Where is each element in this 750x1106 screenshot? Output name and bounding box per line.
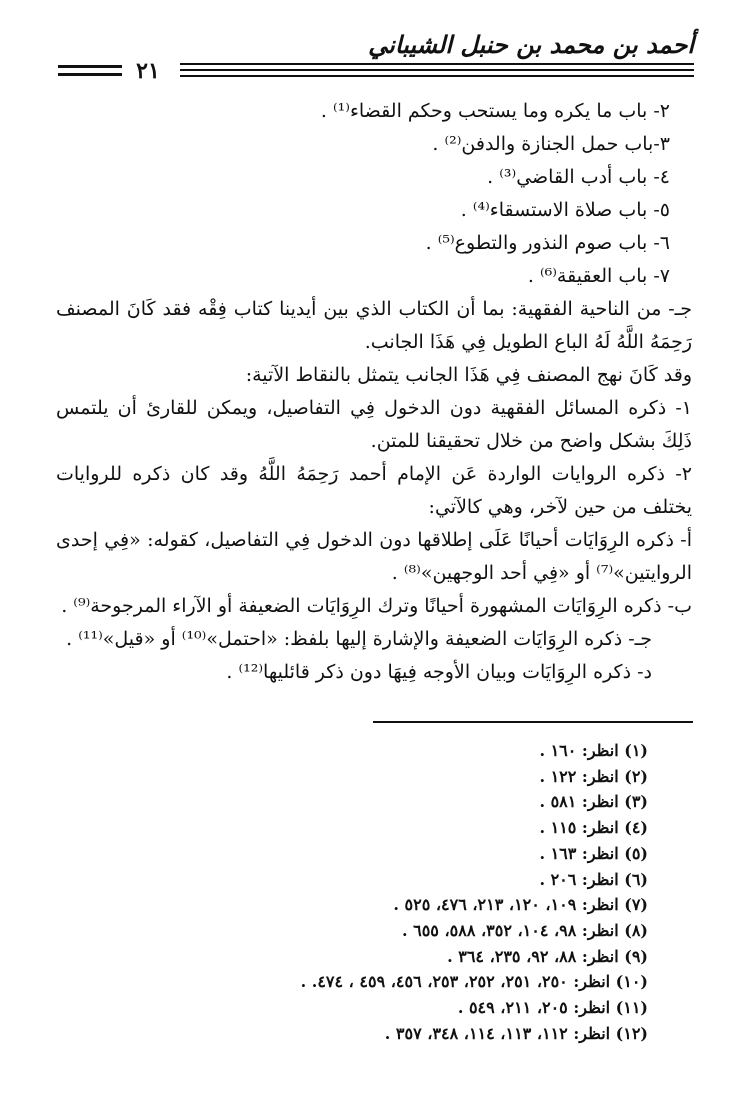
body-line: ٥- باب صلاة الاستسقاء⁽⁴⁾ . <box>460 199 670 221</box>
footnote: (١٠) انظر: ٢٥٠، ٢٥١، ٢٥٢، ٢٥٣، ٤٥٦، ٤٥٩ ، ٤٧٤. . <box>300 972 648 992</box>
body-line: ٧- باب العقيقة⁽⁶⁾ . <box>527 265 670 287</box>
footnote: (١١) انظر: ٢٠٥، ٢١١، ٥٤٩ . <box>457 998 648 1018</box>
header-rule <box>180 75 694 77</box>
footnote: (٢) انظر: ١٢٢ . <box>539 766 648 786</box>
footnote: (٦) انظر: ٢٠٦ . <box>539 869 648 889</box>
body-paragraph: ب- ذكره الرِوَايَات المشهورة أحيانًا وترك الرِوَايَات الضعيفة أو الآراء المرجوحة⁽⁹⁾ . <box>61 595 692 617</box>
footnotes <box>48 738 648 1046</box>
footnote-divider <box>373 721 693 723</box>
header-rule <box>180 63 694 65</box>
footnote: (٥) انظر: ١٦٣ . <box>539 843 648 863</box>
footnote: (٣) انظر: ٥٨١ . <box>539 792 648 812</box>
footnote: (٧) انظر: ١٠٩، ١٢٠، ٢١٣، ٤٧٦، ٥٢٥ . <box>393 895 648 915</box>
body-line: ٦- باب صوم النذور والتطوع⁽⁵⁾ . <box>425 232 670 254</box>
body-paragraph: أ- ذكره الرِوَايَات أحيانًا عَلَى إطلاقها دون الدخول فِي التفاصيل، كقوله: «فِي إحدى الروايتين»⁽⁷⁾ أو «فِي أحد الوجهين»⁽⁸⁾ . <box>56 529 692 584</box>
header-rule-left <box>58 65 122 68</box>
header-rule <box>180 69 694 71</box>
header-rule-left <box>58 73 122 76</box>
body-paragraph: جـ- من الناحية الفقهية: بما أن الكتاب الذي بين أيدينا كتاب فِقْه فقد كَانَ المصنف رَحِمَهُ اللَّهُ لَهُ الباع الطويل فِي هَذَا الجانب. <box>56 298 692 353</box>
page-title: أحمد بن محمد بن حنبل الشيباني <box>368 30 694 59</box>
body-line: ٤- باب أدب القاضي⁽³⁾ . <box>487 166 670 188</box>
footnote: (٩) انظر: ٨٨، ٩٢، ٢٣٥، ٣٦٤ . <box>447 946 648 966</box>
body-line: ٢- باب ما يكره وما يستحب وحكم القضاء⁽¹⁾ . <box>320 100 670 122</box>
body-line: ٣-باب حمل الجنازة والدفن⁽²⁾ . <box>432 133 670 155</box>
body-paragraph: وقد كَانَ نهج المصنف فِي هَذَا الجانب يتمثل بالنقاط الآتية: <box>245 364 692 386</box>
footnote: (٨) انظر: ٩٨، ١٠٤، ٣٥٢، ٥٨٨، ٦٥٥ . <box>401 920 648 940</box>
footnote: (١) انظر: ١٦٠ . <box>539 741 648 760</box>
body-paragraph: ١- ذكره المسائل الفقهية دون الدخول فِي التفاصيل، ويمكن للقارئ أن يلتمس ذَلِكَ بشكل واضح من خلال تحقيقنا للمتن. <box>56 397 692 452</box>
footnote: (١٢) انظر: ١١٢، ١١٣، ١١٤، ٣٤٨، ٣٥٧ . <box>384 1023 648 1043</box>
body-paragraph: د- ذكره الرِوَايَات وبيان الأوجه فِيهَا دون ذكر قائليها⁽¹²⁾ . <box>226 661 652 683</box>
body-paragraph: جـ- ذكره الرِوَايَات الضعيفة والإشارة إليها بلفظ: «احتمل»⁽¹⁰⁾ أو «قيل»⁽¹¹⁾ . <box>66 628 652 650</box>
footnote: (٤) انظر: ١١٥ . <box>539 818 648 838</box>
body-paragraph: ٢- ذكره الروايات الواردة عَن الإمام أحمد رَحِمَهُ اللَّهُ وقد كان ذكره للروايات يختلف من حين لآخر، وهي كالآتي: <box>56 463 692 518</box>
body-text <box>56 95 692 689</box>
page-number: ٢١ <box>136 58 160 84</box>
